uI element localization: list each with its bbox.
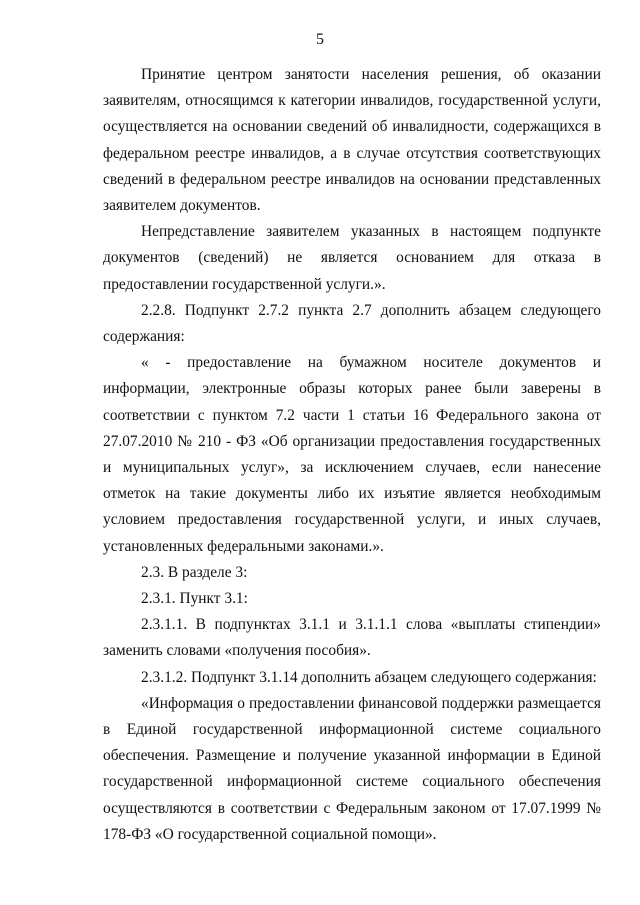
document-body [103, 62, 601, 848]
paragraph-4: « - предоставление на бумажном носителе документов и информации, электронные образы которых ранее были заверены в соответствии с пунктом 7.2 части 1 статьи 16 Федерального закона от 27.07.2010 № 210 - ФЗ «Об организации предоставления государственных и муниципальных услуг», за исключением случаев, если нанесение отметок на такие документы либо их изъятие является необходимым условием предоставления государственной услуги, и иных случаев, установленных федеральными законами.». [103, 354, 601, 555]
paragraph-7: 2.3.1.1. В подпунктах 3.1.1 и 3.1.1.1 слова «выплаты стипендии» заменить словами «получения пособия». [103, 616, 601, 660]
paragraph-8: 2.3.1.2. Подпункт 3.1.14 дополнить абзацем следующего содержания: [141, 668, 597, 686]
paragraph-2: Непредставление заявителем указанных в настоящем подпункте документов (сведений) не является основанием для отказа в предоставлении государственной услуги.». [103, 223, 601, 293]
paragraph-1: Принятие центром занятости населения решения, об оказании заявителям, относящимся к категории инвалидов, государственной услуги, осуществляется на основании сведений об инвалидности, содержащихся в федеральном реестре инвалидов, а в случае отсутствия соответствующих сведений в федеральном реестре инвалидов на основании представленных заявителем документов. [103, 66, 601, 215]
paragraph-5: 2.3. В разделе 3: [141, 563, 248, 581]
paragraph-9: «Информация о предоставлении финансовой поддержки размещается в Единой государственной информационной системе социального обеспечения. Размещение и получение указанной информации в Единой государственной информационной системе социального обеспечения осуществляются в соответствии с Федеральным законом от 17.07.1999 № 178-ФЗ «О государственной социальной помощи». [103, 694, 601, 843]
page-number: 5 [316, 31, 324, 48]
paragraph-3: 2.2.8. Подпункт 2.7.2 пункта 2.7 дополнить абзацем следующего содержания: [103, 301, 601, 346]
paragraph-6: 2.3.1. Пункт 3.1: [141, 590, 248, 608]
